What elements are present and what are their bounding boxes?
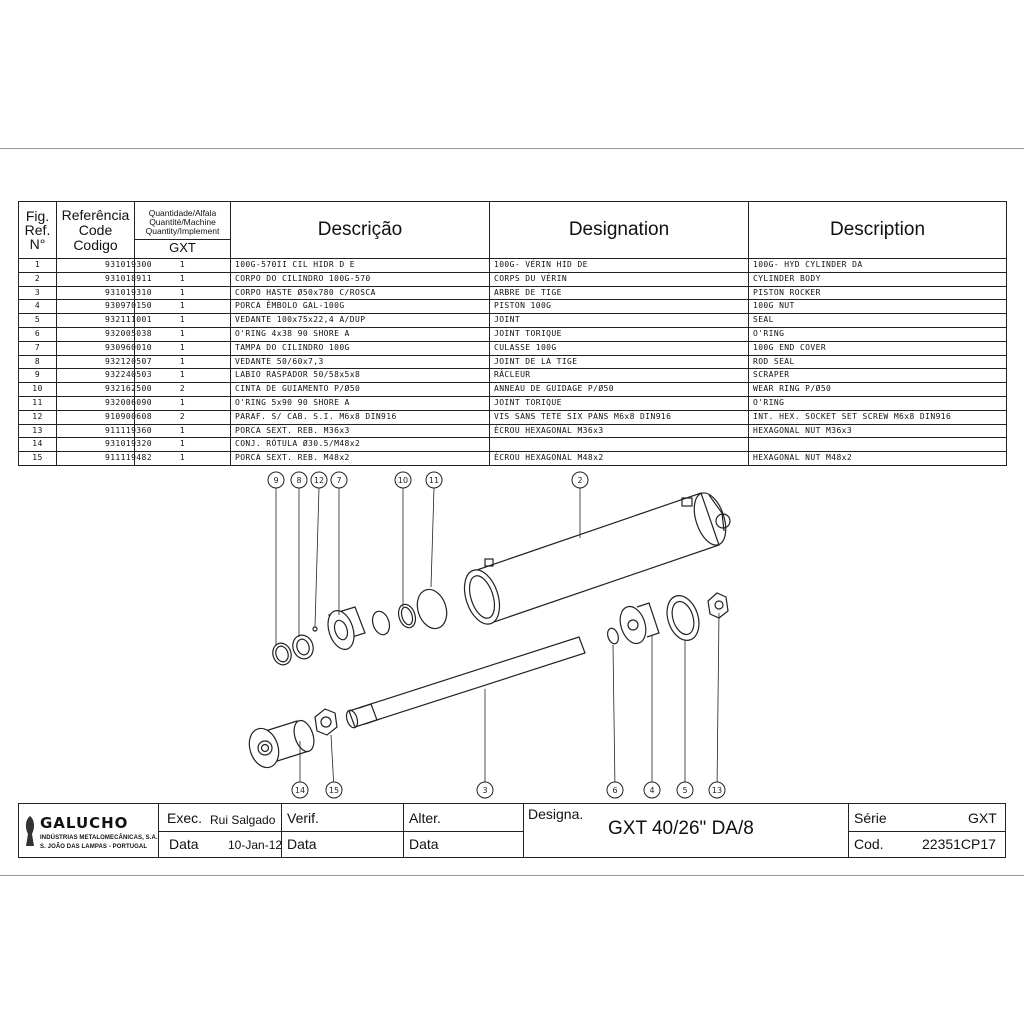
table-header-row — [19, 202, 1007, 259]
header-referencia: Referência — [61, 206, 130, 223]
cell-ref: 911119482 — [57, 452, 135, 466]
cell-fr: JOINT TORIQUE — [490, 327, 749, 341]
cell-qty: 1 — [135, 355, 231, 369]
cell-pt: TAMPA DO CILINDRO 100G — [231, 341, 490, 355]
cell-fig: 7 — [19, 341, 57, 355]
cell-fr: RÂCLEUR — [490, 369, 749, 383]
callout-label: 13 — [711, 786, 723, 795]
cell-ref: 930970150 — [57, 300, 135, 314]
data-label-3: Data — [409, 836, 439, 852]
cell-qty: 1 — [135, 259, 231, 273]
cell-ref: 910900608 — [57, 410, 135, 424]
exploded-view-drawing — [19, 465, 1005, 801]
nut-15-part — [315, 709, 337, 735]
cell-fig: 13 — [19, 424, 57, 438]
callout-label: 2 — [577, 476, 583, 485]
cell-qty: 1 — [135, 452, 231, 466]
cell-en: O'RING — [749, 396, 1007, 410]
table-row — [19, 424, 1007, 438]
cell-en: SCRAPER — [749, 369, 1007, 383]
cell-en: 100G END COVER — [749, 341, 1007, 355]
title-block — [18, 803, 1006, 858]
cell-ref: 931018911 — [57, 272, 135, 286]
cell-fig: 5 — [19, 314, 57, 328]
cell-fr: JOINT TORIQUE — [490, 396, 749, 410]
cell-en: 100G NUT — [749, 300, 1007, 314]
cell-qty: 1 — [135, 314, 231, 328]
cell-en: WEAR RING P/Ø50 — [749, 383, 1007, 397]
cell-fig: 15 — [19, 452, 57, 466]
cell-fr: JOINT — [490, 314, 749, 328]
cell-fig: 14 — [19, 438, 57, 452]
cell-pt: PORCA ÊMBOLO GAL-100G — [231, 300, 490, 314]
company-line-2: S. JOÃO DAS LAMPAS - PORTUGAL — [40, 844, 148, 850]
table-row — [19, 259, 1007, 273]
cell-pt: PORCA SEXT. REB. M36x3 — [231, 424, 490, 438]
company-line-1: INDÚSTRIAS METALOMECÂNICAS, S.A. — [40, 835, 158, 841]
cell-ref: 932006090 — [57, 396, 135, 410]
cell-pt: PARAF. S/ CAB. S.I. M6x8 DIN916 — [231, 410, 490, 424]
callout-label: 14 — [294, 786, 306, 795]
table-row — [19, 327, 1007, 341]
alter-label: Alter. — [409, 810, 441, 826]
header-descricao: Descrição — [231, 202, 490, 259]
header-ref: Ref. — [24, 222, 51, 238]
callout-label: 10 — [397, 476, 409, 485]
header-fig: Fig. — [25, 208, 50, 224]
cell-pt: O'RING 4x38 90 SHORE A — [231, 327, 490, 341]
cell-en: HEXAGONAL NUT M36x3 — [749, 424, 1007, 438]
cell-pt: CORPO DO CILINDRO 100G-570 — [231, 272, 490, 286]
table-row — [19, 286, 1007, 300]
cell-pt: CINTA DE GUIAMENTO P/Ø50 — [231, 383, 490, 397]
callout-label: 9 — [273, 476, 279, 485]
company-name: GALUCHO — [40, 814, 129, 832]
callout-label: 7 — [336, 476, 342, 485]
rooster-logo-icon — [22, 814, 38, 848]
cell-fig: 2 — [19, 272, 57, 286]
table-row — [19, 410, 1007, 424]
cell-ref: 931019300 — [57, 259, 135, 273]
exec-label: Exec. — [167, 810, 203, 826]
data-label-2: Data — [287, 836, 317, 852]
designa-value: GXT 40/26" DA/8 — [608, 818, 754, 839]
callout-label: 5 — [682, 786, 688, 795]
cell-fig: 3 — [19, 286, 57, 300]
cell-ref: 932005038 — [57, 327, 135, 341]
rod-eye-part — [245, 718, 318, 771]
col-referencia — [57, 202, 135, 259]
cell-qty: 1 — [135, 396, 231, 410]
header-codigo: Codigo — [73, 236, 118, 253]
cell-ref: 932162500 — [57, 383, 135, 397]
serie-value: GXT — [968, 810, 997, 826]
table-row — [19, 383, 1007, 397]
cell-fr: ÉCROU HEXAGONAL M36x3 — [490, 424, 749, 438]
header-designation: Designation — [490, 202, 749, 259]
cell-pt: VEDANTE 50/60x7,3 — [231, 355, 490, 369]
cell-fr: ARBRE DE TIGE — [490, 286, 749, 300]
cell-pt: CONJ. RÓTULA Ø30.5/M48x2 — [231, 438, 490, 452]
cell-en: HEXAGONAL NUT M48x2 — [749, 452, 1007, 466]
piston-group — [606, 591, 728, 646]
header-description: Description — [749, 202, 1007, 259]
header-no: N° — [29, 236, 46, 252]
cell-qty: 1 — [135, 286, 231, 300]
cell-fr: VIS SANS TETE SIX PANS M6x8 DIN916 — [490, 410, 749, 424]
cod-label: Cod. — [854, 836, 884, 852]
cell-ref: 911119360 — [57, 424, 135, 438]
cell-fig: 9 — [19, 369, 57, 383]
data-label-1: Data — [169, 836, 199, 852]
cell-qty: 2 — [135, 383, 231, 397]
data-value: 10-Jan-12 — [228, 838, 283, 852]
callout-label: 4 — [649, 786, 655, 795]
table-row — [19, 452, 1007, 466]
header-qty-line-3: Quantity/Implement — [145, 225, 220, 236]
cell-qty: 1 — [135, 424, 231, 438]
cell-qty: 1 — [135, 369, 231, 383]
cell-fig: 4 — [19, 300, 57, 314]
header-qty-line-1: Quantidade/Alfala — [148, 207, 217, 218]
parts-table — [18, 201, 1007, 466]
designa-label: Designa. — [528, 806, 584, 822]
serie-label: Série — [854, 810, 887, 826]
cell-ref: 930960010 — [57, 341, 135, 355]
cell-pt: VEDANTE 100x75x22,4 A/DUP — [231, 314, 490, 328]
callout-label: 6 — [612, 786, 618, 795]
table-row — [19, 300, 1007, 314]
cell-fig: 10 — [19, 383, 57, 397]
cell-en: PISTON ROCKER — [749, 286, 1007, 300]
verif-label: Verif. — [287, 810, 319, 826]
header-qty-model: GXT — [135, 239, 230, 252]
cell-qty: 2 — [135, 410, 231, 424]
col-quantity — [135, 202, 231, 259]
cell-qty: 1 — [135, 300, 231, 314]
cell-fr: CULASSE 100G — [490, 341, 749, 355]
cell-qty: 1 — [135, 272, 231, 286]
col-fig-ref — [19, 202, 57, 259]
cell-ref: 931019310 — [57, 286, 135, 300]
cell-en: CYLINDER BODY — [749, 272, 1007, 286]
cell-qty: 1 — [135, 341, 231, 355]
cell-pt: CORPO HASTE Ø50x780 C/ROSCA — [231, 286, 490, 300]
cell-ref: 932240503 — [57, 369, 135, 383]
cell-fr: 100G- VÉRIN HID DE — [490, 259, 749, 273]
cell-fr: ANNEAU DE GUIDAGE P/Ø50 — [490, 383, 749, 397]
cod-value: 22351CP17 — [922, 836, 996, 852]
table-row — [19, 438, 1007, 452]
callout-label: 3 — [482, 786, 488, 795]
callout-label: 15 — [328, 786, 340, 795]
table-row — [19, 369, 1007, 383]
cell-fr: PISTON 100G — [490, 300, 749, 314]
cell-en: O'RING — [749, 327, 1007, 341]
cell-pt: LABIO RASPADOR 50/58x5x8 — [231, 369, 490, 383]
front-seals-group — [270, 586, 451, 668]
cell-qty: 1 — [135, 438, 231, 452]
cell-ref: 931019320 — [57, 438, 135, 452]
cell-en: INT. HEX. SOCKET SET SCREW M6x8 DIN916 — [749, 410, 1007, 424]
header-code: Code — [78, 221, 113, 238]
header-qty-line-2: Quantité/Machine — [149, 216, 216, 227]
cell-fig: 6 — [19, 327, 57, 341]
cell-fr: ÉCROU HEXAGONAL M48x2 — [490, 452, 749, 466]
parts-table-body — [19, 259, 1007, 466]
cell-ref: 932111001 — [57, 314, 135, 328]
cell-fr: CORPS DU VÉRIN — [490, 272, 749, 286]
cell-en: SEAL — [749, 314, 1007, 328]
cell-en: ROD SEAL — [749, 355, 1007, 369]
cell-fr — [490, 438, 749, 452]
cell-qty: 1 — [135, 327, 231, 341]
cell-ref: 932120507 — [57, 355, 135, 369]
table-row — [19, 272, 1007, 286]
table-row — [19, 314, 1007, 328]
cell-pt: 100G-570II CIL HIDR D E — [231, 259, 490, 273]
cell-fig: 11 — [19, 396, 57, 410]
cell-fig: 8 — [19, 355, 57, 369]
cell-fig: 1 — [19, 259, 57, 273]
piston-rod-part — [344, 637, 585, 729]
table-row — [19, 355, 1007, 369]
cell-fig: 12 — [19, 410, 57, 424]
callout-label: 12 — [313, 476, 325, 485]
table-row — [19, 341, 1007, 355]
exec-value: Rui Salgado — [210, 813, 276, 827]
cell-en: 100G- HYD CYLINDER DA — [749, 259, 1007, 273]
callout-label: 11 — [428, 476, 440, 485]
cell-pt: O'RING 5x90 90 SHORE A — [231, 396, 490, 410]
cell-en — [749, 438, 1007, 452]
cell-pt: PORCA SEXT. REB. M48x2 — [231, 452, 490, 466]
callout-label: 8 — [296, 476, 302, 485]
table-row — [19, 396, 1007, 410]
cell-fr: JOINT DE LA TIGE — [490, 355, 749, 369]
